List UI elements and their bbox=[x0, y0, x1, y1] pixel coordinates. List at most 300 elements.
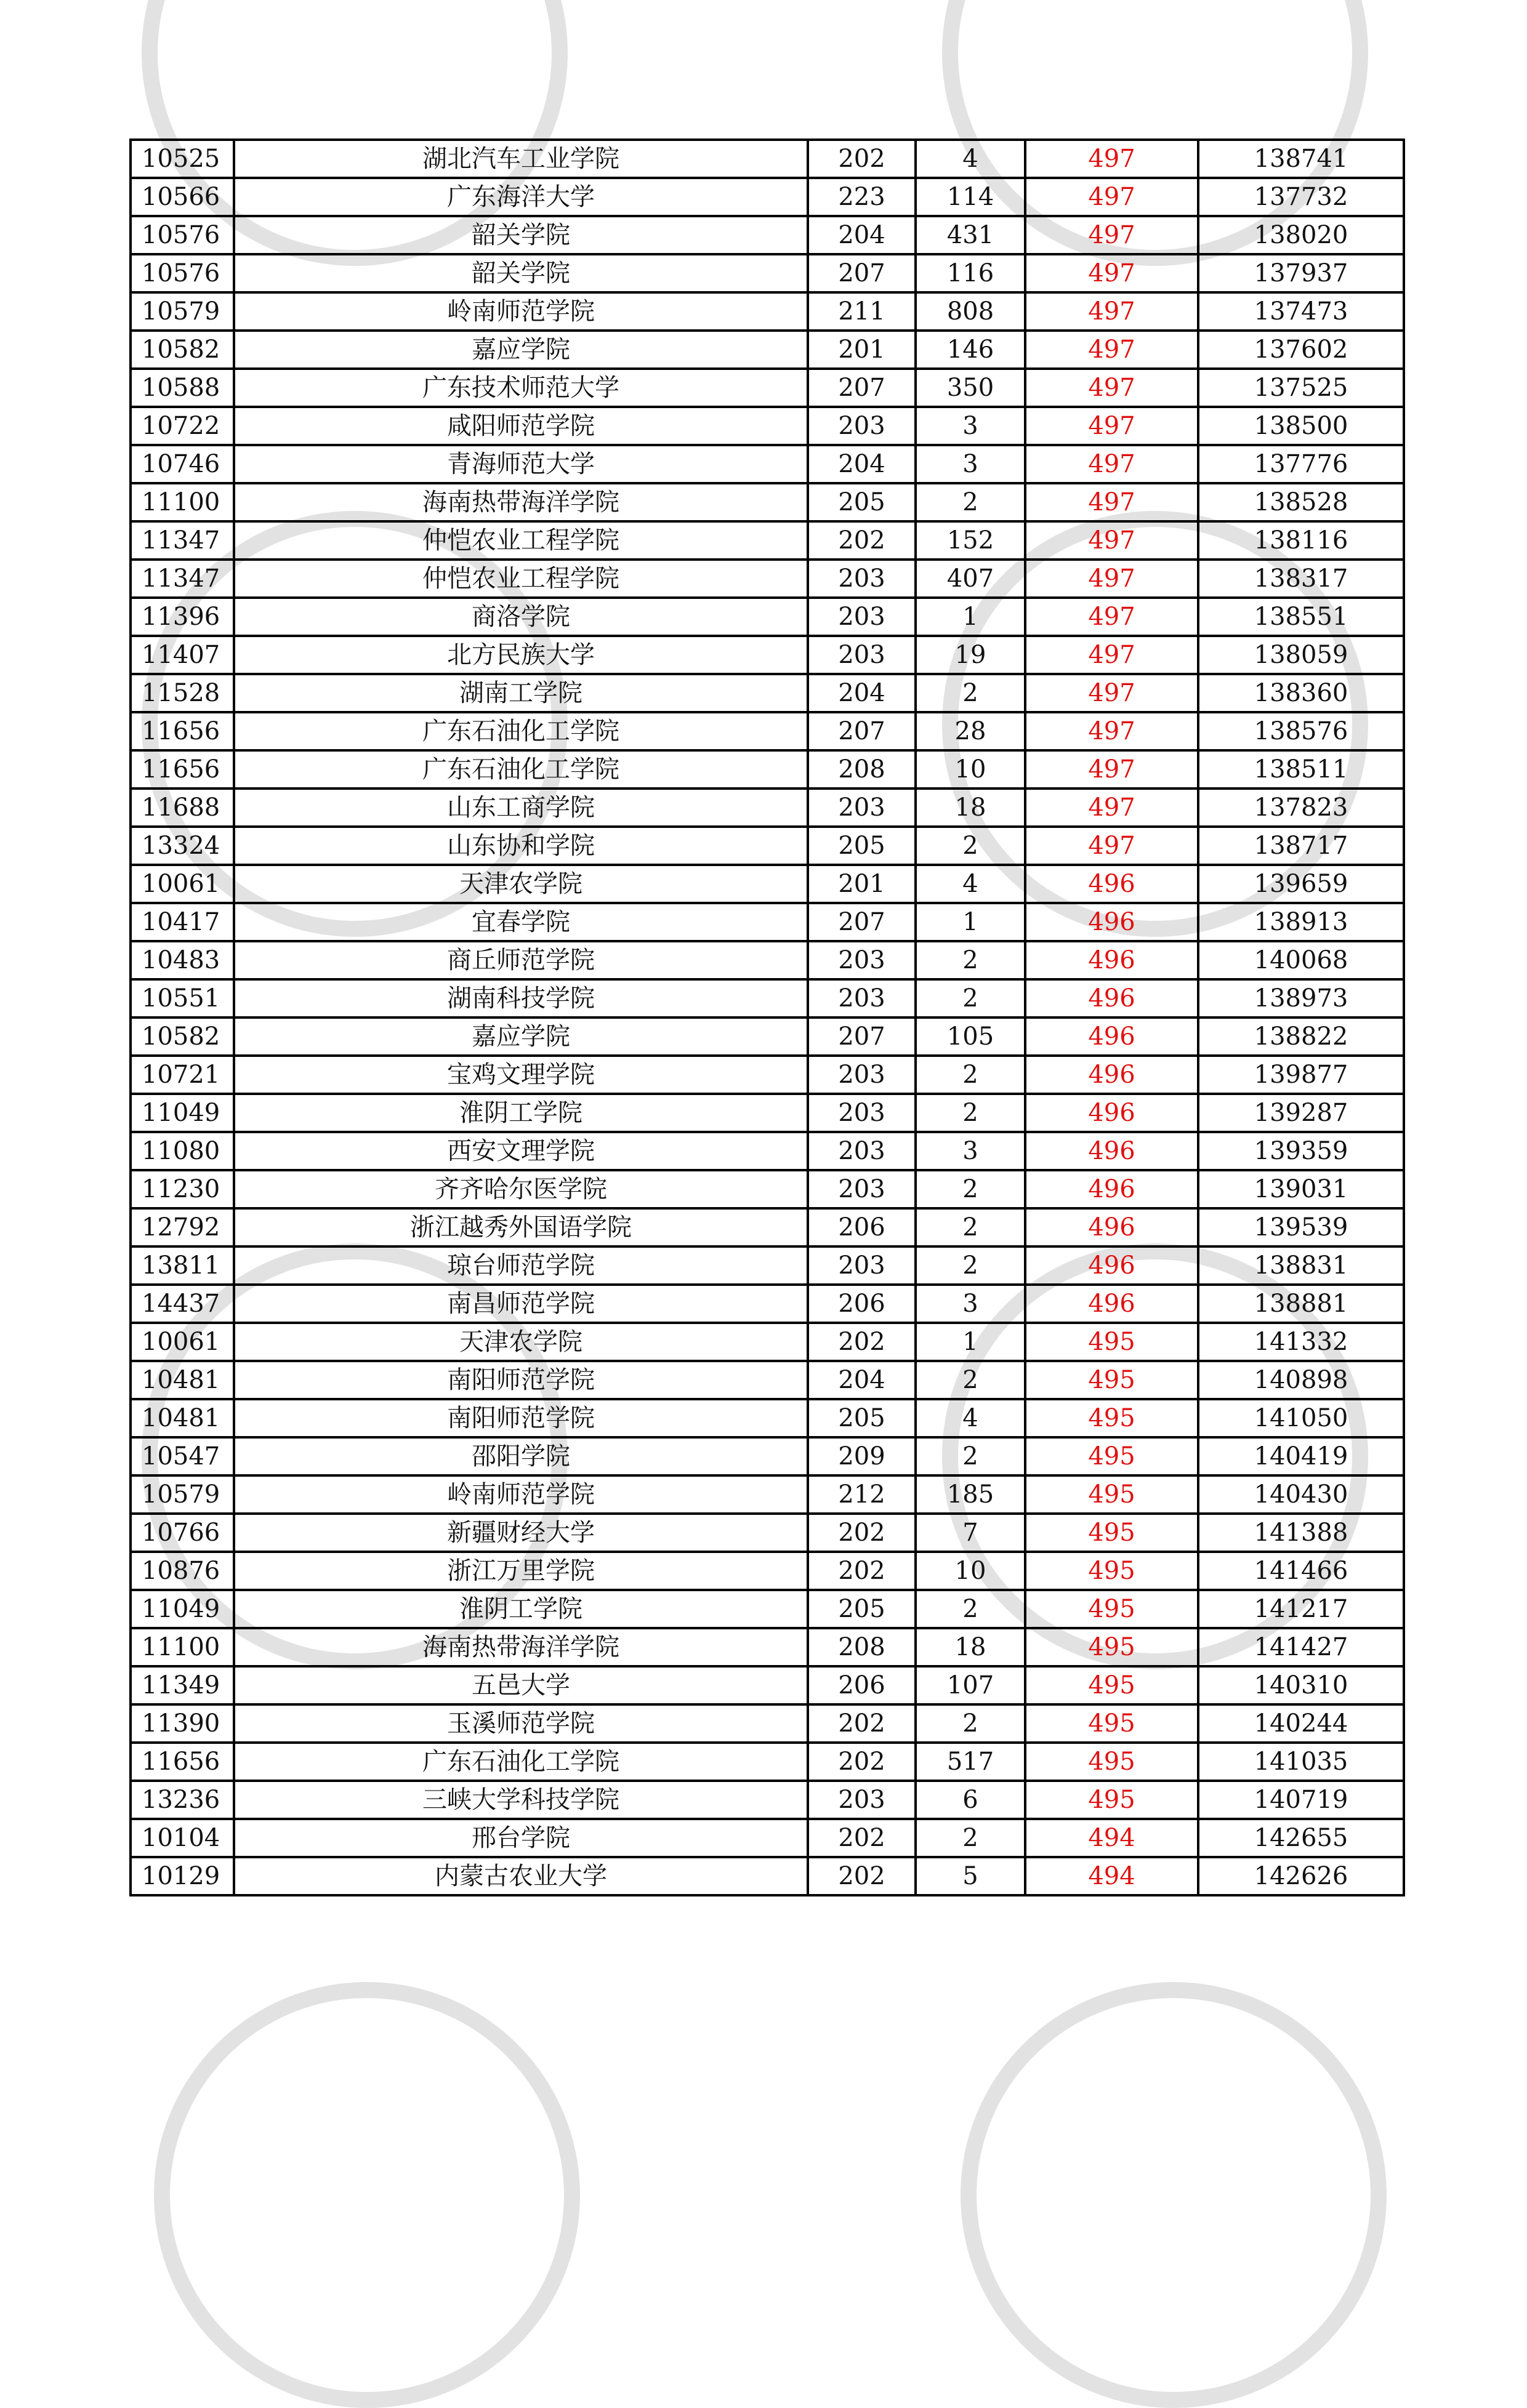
table-row bbox=[131, 1819, 1404, 1857]
min-rank-cell: 139287 bbox=[1198, 1094, 1404, 1132]
min-rank-cell: 137732 bbox=[1198, 178, 1404, 216]
major-group-code-cell: 202 bbox=[808, 1819, 916, 1857]
plan-count-cell: 28 bbox=[916, 712, 1025, 750]
school-code-cell: 10547 bbox=[131, 1437, 234, 1475]
school-code-cell: 11656 bbox=[131, 1743, 234, 1781]
table-row bbox=[131, 560, 1404, 598]
school-code-cell: 10588 bbox=[131, 369, 234, 407]
school-name-cell: 广东技术师范大学 bbox=[234, 369, 808, 407]
major-group-code-cell: 207 bbox=[808, 903, 916, 941]
plan-count-cell: 2 bbox=[916, 1094, 1025, 1132]
school-code-cell: 10481 bbox=[131, 1361, 234, 1399]
school-name-cell: 琼台师范学院 bbox=[234, 1246, 808, 1285]
min-score-cell: 497 bbox=[1025, 750, 1198, 789]
min-score-cell: 495 bbox=[1025, 1590, 1198, 1628]
plan-count-cell: 3 bbox=[916, 407, 1025, 445]
table-row bbox=[131, 789, 1404, 827]
min-score-cell: 497 bbox=[1025, 369, 1198, 407]
min-rank-cell: 140430 bbox=[1198, 1475, 1404, 1514]
min-score-cell: 497 bbox=[1025, 712, 1198, 750]
min-score-cell: 496 bbox=[1025, 865, 1198, 903]
plan-count-cell: 2 bbox=[916, 483, 1025, 521]
min-rank-cell: 138360 bbox=[1198, 674, 1404, 712]
table-row bbox=[131, 1208, 1404, 1246]
min-rank-cell: 141217 bbox=[1198, 1590, 1404, 1628]
min-rank-cell: 141050 bbox=[1198, 1399, 1404, 1437]
table-row bbox=[131, 216, 1404, 254]
school-name-cell: 新疆财经大学 bbox=[234, 1514, 808, 1552]
min-score-cell: 495 bbox=[1025, 1361, 1198, 1399]
min-rank-cell: 138831 bbox=[1198, 1246, 1404, 1285]
min-score-cell: 497 bbox=[1025, 674, 1198, 712]
school-code-cell: 11347 bbox=[131, 560, 234, 598]
major-group-code-cell: 203 bbox=[808, 1246, 916, 1285]
major-group-code-cell: 203 bbox=[808, 789, 916, 827]
plan-count-cell: 2 bbox=[916, 941, 1025, 979]
school-name-cell: 青海师范大学 bbox=[234, 445, 808, 483]
school-name-cell: 宝鸡文理学院 bbox=[234, 1056, 808, 1094]
major-group-code-cell: 208 bbox=[808, 750, 916, 789]
min-score-cell: 495 bbox=[1025, 1743, 1198, 1781]
major-group-code-cell: 203 bbox=[808, 560, 916, 598]
school-code-cell: 10766 bbox=[131, 1514, 234, 1552]
min-rank-cell: 138116 bbox=[1198, 521, 1404, 560]
min-rank-cell: 138528 bbox=[1198, 483, 1404, 521]
table-row bbox=[131, 1743, 1404, 1781]
min-score-cell: 496 bbox=[1025, 1208, 1198, 1246]
table-row bbox=[131, 178, 1404, 216]
school-code-cell: 11347 bbox=[131, 521, 234, 560]
plan-count-cell: 107 bbox=[916, 1666, 1025, 1704]
school-code-cell: 11390 bbox=[131, 1704, 234, 1743]
table-row bbox=[131, 292, 1404, 331]
min-rank-cell: 138717 bbox=[1198, 827, 1404, 865]
min-score-cell: 497 bbox=[1025, 254, 1198, 292]
min-score-cell: 497 bbox=[1025, 445, 1198, 483]
min-score-cell: 496 bbox=[1025, 941, 1198, 979]
min-rank-cell: 142626 bbox=[1198, 1857, 1404, 1895]
plan-count-cell: 2 bbox=[916, 827, 1025, 865]
min-rank-cell: 140068 bbox=[1198, 941, 1404, 979]
major-group-code-cell: 202 bbox=[808, 1323, 916, 1361]
min-score-cell: 496 bbox=[1025, 1094, 1198, 1132]
school-name-cell: 商丘师范学院 bbox=[234, 941, 808, 979]
major-group-code-cell: 203 bbox=[808, 1781, 916, 1819]
min-score-cell: 494 bbox=[1025, 1819, 1198, 1857]
school-code-cell: 10576 bbox=[131, 216, 234, 254]
plan-count-cell: 517 bbox=[916, 1743, 1025, 1781]
school-name-cell: 仲恺农业工程学院 bbox=[234, 560, 808, 598]
table-row bbox=[131, 1781, 1404, 1819]
table-row bbox=[131, 1056, 1404, 1094]
school-name-cell: 浙江越秀外国语学院 bbox=[234, 1208, 808, 1246]
major-group-code-cell: 203 bbox=[808, 1094, 916, 1132]
school-name-cell: 淮阴工学院 bbox=[234, 1590, 808, 1628]
min-rank-cell: 137823 bbox=[1198, 789, 1404, 827]
major-group-code-cell: 212 bbox=[808, 1475, 916, 1514]
plan-count-cell: 2 bbox=[916, 1590, 1025, 1628]
major-group-code-cell: 203 bbox=[808, 1170, 916, 1208]
plan-count-cell: 3 bbox=[916, 1132, 1025, 1170]
plan-count-cell: 4 bbox=[916, 1399, 1025, 1437]
school-code-cell: 10722 bbox=[131, 407, 234, 445]
major-group-code-cell: 207 bbox=[808, 254, 916, 292]
school-name-cell: 韶关学院 bbox=[234, 254, 808, 292]
table-row bbox=[131, 254, 1404, 292]
min-score-cell: 496 bbox=[1025, 1056, 1198, 1094]
table-row bbox=[131, 1170, 1404, 1208]
school-code-cell: 10721 bbox=[131, 1056, 234, 1094]
school-code-cell: 10061 bbox=[131, 865, 234, 903]
min-score-cell: 494 bbox=[1025, 1857, 1198, 1895]
min-score-cell: 497 bbox=[1025, 560, 1198, 598]
table-row bbox=[131, 1628, 1404, 1666]
min-rank-cell: 140310 bbox=[1198, 1666, 1404, 1704]
school-name-cell: 山东工商学院 bbox=[234, 789, 808, 827]
min-score-cell: 497 bbox=[1025, 407, 1198, 445]
min-score-cell: 497 bbox=[1025, 216, 1198, 254]
table-row bbox=[131, 1285, 1404, 1323]
school-name-cell: 湖南工学院 bbox=[234, 674, 808, 712]
min-rank-cell: 138881 bbox=[1198, 1285, 1404, 1323]
table-row bbox=[131, 1666, 1404, 1704]
plan-count-cell: 808 bbox=[916, 292, 1025, 331]
min-score-cell: 495 bbox=[1025, 1704, 1198, 1743]
min-score-cell: 496 bbox=[1025, 979, 1198, 1017]
min-rank-cell: 141427 bbox=[1198, 1628, 1404, 1666]
school-name-cell: 岭南师范学院 bbox=[234, 292, 808, 331]
plan-count-cell: 431 bbox=[916, 216, 1025, 254]
major-group-code-cell: 204 bbox=[808, 216, 916, 254]
min-rank-cell: 140419 bbox=[1198, 1437, 1404, 1475]
school-code-cell: 10061 bbox=[131, 1323, 234, 1361]
min-rank-cell: 138500 bbox=[1198, 407, 1404, 445]
school-code-cell: 11349 bbox=[131, 1666, 234, 1704]
table-row bbox=[131, 636, 1404, 674]
min-score-cell: 497 bbox=[1025, 140, 1198, 178]
major-group-code-cell: 201 bbox=[808, 331, 916, 369]
min-rank-cell: 138973 bbox=[1198, 979, 1404, 1017]
major-group-code-cell: 202 bbox=[808, 1704, 916, 1743]
major-group-code-cell: 204 bbox=[808, 445, 916, 483]
plan-count-cell: 407 bbox=[916, 560, 1025, 598]
major-group-code-cell: 207 bbox=[808, 369, 916, 407]
major-group-code-cell: 203 bbox=[808, 1132, 916, 1170]
major-group-code-cell: 205 bbox=[808, 1590, 916, 1628]
plan-count-cell: 2 bbox=[916, 1819, 1025, 1857]
min-rank-cell: 139031 bbox=[1198, 1170, 1404, 1208]
school-name-cell: 天津农学院 bbox=[234, 865, 808, 903]
school-name-cell: 浙江万里学院 bbox=[234, 1552, 808, 1590]
school-name-cell: 广东石油化工学院 bbox=[234, 712, 808, 750]
min-rank-cell: 141388 bbox=[1198, 1514, 1404, 1552]
plan-count-cell: 146 bbox=[916, 331, 1025, 369]
plan-count-cell: 10 bbox=[916, 1552, 1025, 1590]
school-name-cell: 海南热带海洋学院 bbox=[234, 483, 808, 521]
school-code-cell: 10525 bbox=[131, 140, 234, 178]
watermark-logo bbox=[961, 1982, 1387, 2408]
school-name-cell: 岭南师范学院 bbox=[234, 1475, 808, 1514]
school-name-cell: 南阳师范学院 bbox=[234, 1399, 808, 1437]
school-code-cell: 11528 bbox=[131, 674, 234, 712]
school-name-cell: 海南热带海洋学院 bbox=[234, 1628, 808, 1666]
min-rank-cell: 139359 bbox=[1198, 1132, 1404, 1170]
table-row bbox=[131, 712, 1404, 750]
table-row bbox=[131, 1514, 1404, 1552]
table-row bbox=[131, 140, 1404, 178]
plan-count-cell: 7 bbox=[916, 1514, 1025, 1552]
plan-count-cell: 2 bbox=[916, 1170, 1025, 1208]
min-score-cell: 497 bbox=[1025, 178, 1198, 216]
min-score-cell: 496 bbox=[1025, 1017, 1198, 1056]
table-row bbox=[131, 1590, 1404, 1628]
min-score-cell: 495 bbox=[1025, 1628, 1198, 1666]
min-score-cell: 497 bbox=[1025, 598, 1198, 636]
major-group-code-cell: 204 bbox=[808, 1361, 916, 1399]
min-score-cell: 497 bbox=[1025, 521, 1198, 560]
school-name-cell: 商洛学院 bbox=[234, 598, 808, 636]
school-name-cell: 三峡大学科技学院 bbox=[234, 1781, 808, 1819]
table-row bbox=[131, 941, 1404, 979]
major-group-code-cell: 202 bbox=[808, 1743, 916, 1781]
min-score-cell: 495 bbox=[1025, 1323, 1198, 1361]
plan-count-cell: 18 bbox=[916, 1628, 1025, 1666]
plan-count-cell: 2 bbox=[916, 979, 1025, 1017]
min-rank-cell: 141035 bbox=[1198, 1743, 1404, 1781]
school-code-cell: 12792 bbox=[131, 1208, 234, 1246]
table-row bbox=[131, 483, 1404, 521]
school-code-cell: 13324 bbox=[131, 827, 234, 865]
plan-count-cell: 116 bbox=[916, 254, 1025, 292]
min-score-cell: 495 bbox=[1025, 1399, 1198, 1437]
school-code-cell: 10566 bbox=[131, 178, 234, 216]
school-name-cell: 五邑大学 bbox=[234, 1666, 808, 1704]
table-row bbox=[131, 750, 1404, 789]
school-code-cell: 11100 bbox=[131, 1628, 234, 1666]
plan-count-cell: 1 bbox=[916, 598, 1025, 636]
min-score-cell: 497 bbox=[1025, 636, 1198, 674]
major-group-code-cell: 201 bbox=[808, 865, 916, 903]
table-row bbox=[131, 674, 1404, 712]
major-group-code-cell: 203 bbox=[808, 1056, 916, 1094]
min-score-cell: 497 bbox=[1025, 827, 1198, 865]
table-row bbox=[131, 1399, 1404, 1437]
plan-count-cell: 152 bbox=[916, 521, 1025, 560]
major-group-code-cell: 208 bbox=[808, 1628, 916, 1666]
min-score-cell: 497 bbox=[1025, 292, 1198, 331]
school-name-cell: 邢台学院 bbox=[234, 1819, 808, 1857]
school-name-cell: 天津农学院 bbox=[234, 1323, 808, 1361]
school-code-cell: 10551 bbox=[131, 979, 234, 1017]
school-name-cell: 咸阳师范学院 bbox=[234, 407, 808, 445]
min-rank-cell: 137525 bbox=[1198, 369, 1404, 407]
min-score-cell: 495 bbox=[1025, 1514, 1198, 1552]
school-code-cell: 11656 bbox=[131, 712, 234, 750]
plan-count-cell: 2 bbox=[916, 1246, 1025, 1285]
plan-count-cell: 4 bbox=[916, 865, 1025, 903]
min-rank-cell: 138913 bbox=[1198, 903, 1404, 941]
school-code-cell: 11230 bbox=[131, 1170, 234, 1208]
school-code-cell: 10483 bbox=[131, 941, 234, 979]
min-score-cell: 495 bbox=[1025, 1552, 1198, 1590]
school-code-cell: 11688 bbox=[131, 789, 234, 827]
plan-count-cell: 6 bbox=[916, 1781, 1025, 1819]
min-rank-cell: 137473 bbox=[1198, 292, 1404, 331]
school-code-cell: 11396 bbox=[131, 598, 234, 636]
school-name-cell: 嘉应学院 bbox=[234, 331, 808, 369]
table-row bbox=[131, 598, 1404, 636]
plan-count-cell: 10 bbox=[916, 750, 1025, 789]
min-score-cell: 497 bbox=[1025, 331, 1198, 369]
major-group-code-cell: 203 bbox=[808, 979, 916, 1017]
table-row bbox=[131, 1857, 1404, 1895]
min-rank-cell: 140719 bbox=[1198, 1781, 1404, 1819]
table-row bbox=[131, 827, 1404, 865]
min-rank-cell: 141466 bbox=[1198, 1552, 1404, 1590]
min-rank-cell: 138511 bbox=[1198, 750, 1404, 789]
school-code-cell: 13811 bbox=[131, 1246, 234, 1285]
plan-count-cell: 2 bbox=[916, 1437, 1025, 1475]
school-name-cell: 山东协和学院 bbox=[234, 827, 808, 865]
major-group-code-cell: 206 bbox=[808, 1666, 916, 1704]
school-code-cell: 10876 bbox=[131, 1552, 234, 1590]
admission-score-table bbox=[129, 138, 1405, 1896]
major-group-code-cell: 206 bbox=[808, 1208, 916, 1246]
school-name-cell: 淮阴工学院 bbox=[234, 1094, 808, 1132]
min-score-cell: 496 bbox=[1025, 1132, 1198, 1170]
school-name-cell: 宜春学院 bbox=[234, 903, 808, 941]
major-group-code-cell: 206 bbox=[808, 1285, 916, 1323]
plan-count-cell: 2 bbox=[916, 1704, 1025, 1743]
major-group-code-cell: 202 bbox=[808, 1514, 916, 1552]
min-score-cell: 495 bbox=[1025, 1475, 1198, 1514]
school-name-cell: 内蒙古农业大学 bbox=[234, 1857, 808, 1895]
plan-count-cell: 114 bbox=[916, 178, 1025, 216]
school-name-cell: 西安文理学院 bbox=[234, 1132, 808, 1170]
min-score-cell: 496 bbox=[1025, 1246, 1198, 1285]
school-code-cell: 10417 bbox=[131, 903, 234, 941]
major-group-code-cell: 203 bbox=[808, 598, 916, 636]
min-rank-cell: 138576 bbox=[1198, 712, 1404, 750]
major-group-code-cell: 209 bbox=[808, 1437, 916, 1475]
table-row bbox=[131, 903, 1404, 941]
plan-count-cell: 2 bbox=[916, 1056, 1025, 1094]
major-group-code-cell: 203 bbox=[808, 941, 916, 979]
school-code-cell: 10579 bbox=[131, 292, 234, 331]
min-rank-cell: 139539 bbox=[1198, 1208, 1404, 1246]
plan-count-cell: 2 bbox=[916, 1208, 1025, 1246]
major-group-code-cell: 203 bbox=[808, 407, 916, 445]
major-group-code-cell: 223 bbox=[808, 178, 916, 216]
school-name-cell: 广东石油化工学院 bbox=[234, 750, 808, 789]
school-code-cell: 10129 bbox=[131, 1857, 234, 1895]
plan-count-cell: 105 bbox=[916, 1017, 1025, 1056]
min-rank-cell: 140898 bbox=[1198, 1361, 1404, 1399]
min-score-cell: 497 bbox=[1025, 483, 1198, 521]
table-row bbox=[131, 979, 1404, 1017]
school-code-cell: 11049 bbox=[131, 1590, 234, 1628]
major-group-code-cell: 202 bbox=[808, 521, 916, 560]
major-group-code-cell: 204 bbox=[808, 674, 916, 712]
min-rank-cell: 140244 bbox=[1198, 1704, 1404, 1743]
min-rank-cell: 138822 bbox=[1198, 1017, 1404, 1056]
min-rank-cell: 139877 bbox=[1198, 1056, 1404, 1094]
major-group-code-cell: 202 bbox=[808, 1552, 916, 1590]
school-name-cell: 玉溪师范学院 bbox=[234, 1704, 808, 1743]
min-rank-cell: 139659 bbox=[1198, 865, 1404, 903]
major-group-code-cell: 205 bbox=[808, 483, 916, 521]
plan-count-cell: 1 bbox=[916, 903, 1025, 941]
min-score-cell: 495 bbox=[1025, 1781, 1198, 1819]
school-name-cell: 齐齐哈尔医学院 bbox=[234, 1170, 808, 1208]
school-code-cell: 10582 bbox=[131, 1017, 234, 1056]
school-name-cell: 嘉应学院 bbox=[234, 1017, 808, 1056]
plan-count-cell: 19 bbox=[916, 636, 1025, 674]
major-group-code-cell: 203 bbox=[808, 636, 916, 674]
table-row bbox=[131, 445, 1404, 483]
table-row bbox=[131, 1704, 1404, 1743]
min-rank-cell: 137937 bbox=[1198, 254, 1404, 292]
school-name-cell: 湖南科技学院 bbox=[234, 979, 808, 1017]
table-row bbox=[131, 1323, 1404, 1361]
plan-count-cell: 2 bbox=[916, 674, 1025, 712]
plan-count-cell: 1 bbox=[916, 1323, 1025, 1361]
major-group-code-cell: 202 bbox=[808, 1857, 916, 1895]
min-rank-cell: 138059 bbox=[1198, 636, 1404, 674]
school-name-cell: 北方民族大学 bbox=[234, 636, 808, 674]
min-score-cell: 496 bbox=[1025, 903, 1198, 941]
school-code-cell: 10582 bbox=[131, 331, 234, 369]
min-score-cell: 496 bbox=[1025, 1170, 1198, 1208]
plan-count-cell: 2 bbox=[916, 1361, 1025, 1399]
plan-count-cell: 4 bbox=[916, 140, 1025, 178]
min-rank-cell: 138020 bbox=[1198, 216, 1404, 254]
min-score-cell: 495 bbox=[1025, 1437, 1198, 1475]
min-rank-cell: 141332 bbox=[1198, 1323, 1404, 1361]
table-row bbox=[131, 1017, 1404, 1056]
school-code-cell: 10746 bbox=[131, 445, 234, 483]
school-name-cell: 仲恺农业工程学院 bbox=[234, 521, 808, 560]
school-name-cell: 广东海洋大学 bbox=[234, 178, 808, 216]
min-score-cell: 497 bbox=[1025, 789, 1198, 827]
min-rank-cell: 138551 bbox=[1198, 598, 1404, 636]
table-row bbox=[131, 1246, 1404, 1285]
watermark-logo bbox=[154, 1982, 580, 2408]
school-name-cell: 邵阳学院 bbox=[234, 1437, 808, 1475]
school-code-cell: 10481 bbox=[131, 1399, 234, 1437]
school-name-cell: 南阳师范学院 bbox=[234, 1361, 808, 1399]
school-code-cell: 11080 bbox=[131, 1132, 234, 1170]
plan-count-cell: 5 bbox=[916, 1857, 1025, 1895]
min-rank-cell: 138741 bbox=[1198, 140, 1404, 178]
school-name-cell: 南昌师范学院 bbox=[234, 1285, 808, 1323]
school-code-cell: 14437 bbox=[131, 1285, 234, 1323]
school-code-cell: 10579 bbox=[131, 1475, 234, 1514]
min-score-cell: 496 bbox=[1025, 1285, 1198, 1323]
min-rank-cell: 142655 bbox=[1198, 1819, 1404, 1857]
school-code-cell: 11049 bbox=[131, 1094, 234, 1132]
major-group-code-cell: 207 bbox=[808, 1017, 916, 1056]
plan-count-cell: 350 bbox=[916, 369, 1025, 407]
school-name-cell: 湖北汽车工业学院 bbox=[234, 140, 808, 178]
table-row bbox=[131, 865, 1404, 903]
school-code-cell: 10104 bbox=[131, 1819, 234, 1857]
min-rank-cell: 137602 bbox=[1198, 331, 1404, 369]
min-score-cell: 495 bbox=[1025, 1666, 1198, 1704]
school-code-cell: 11407 bbox=[131, 636, 234, 674]
major-group-code-cell: 205 bbox=[808, 1399, 916, 1437]
table-row bbox=[131, 331, 1404, 369]
